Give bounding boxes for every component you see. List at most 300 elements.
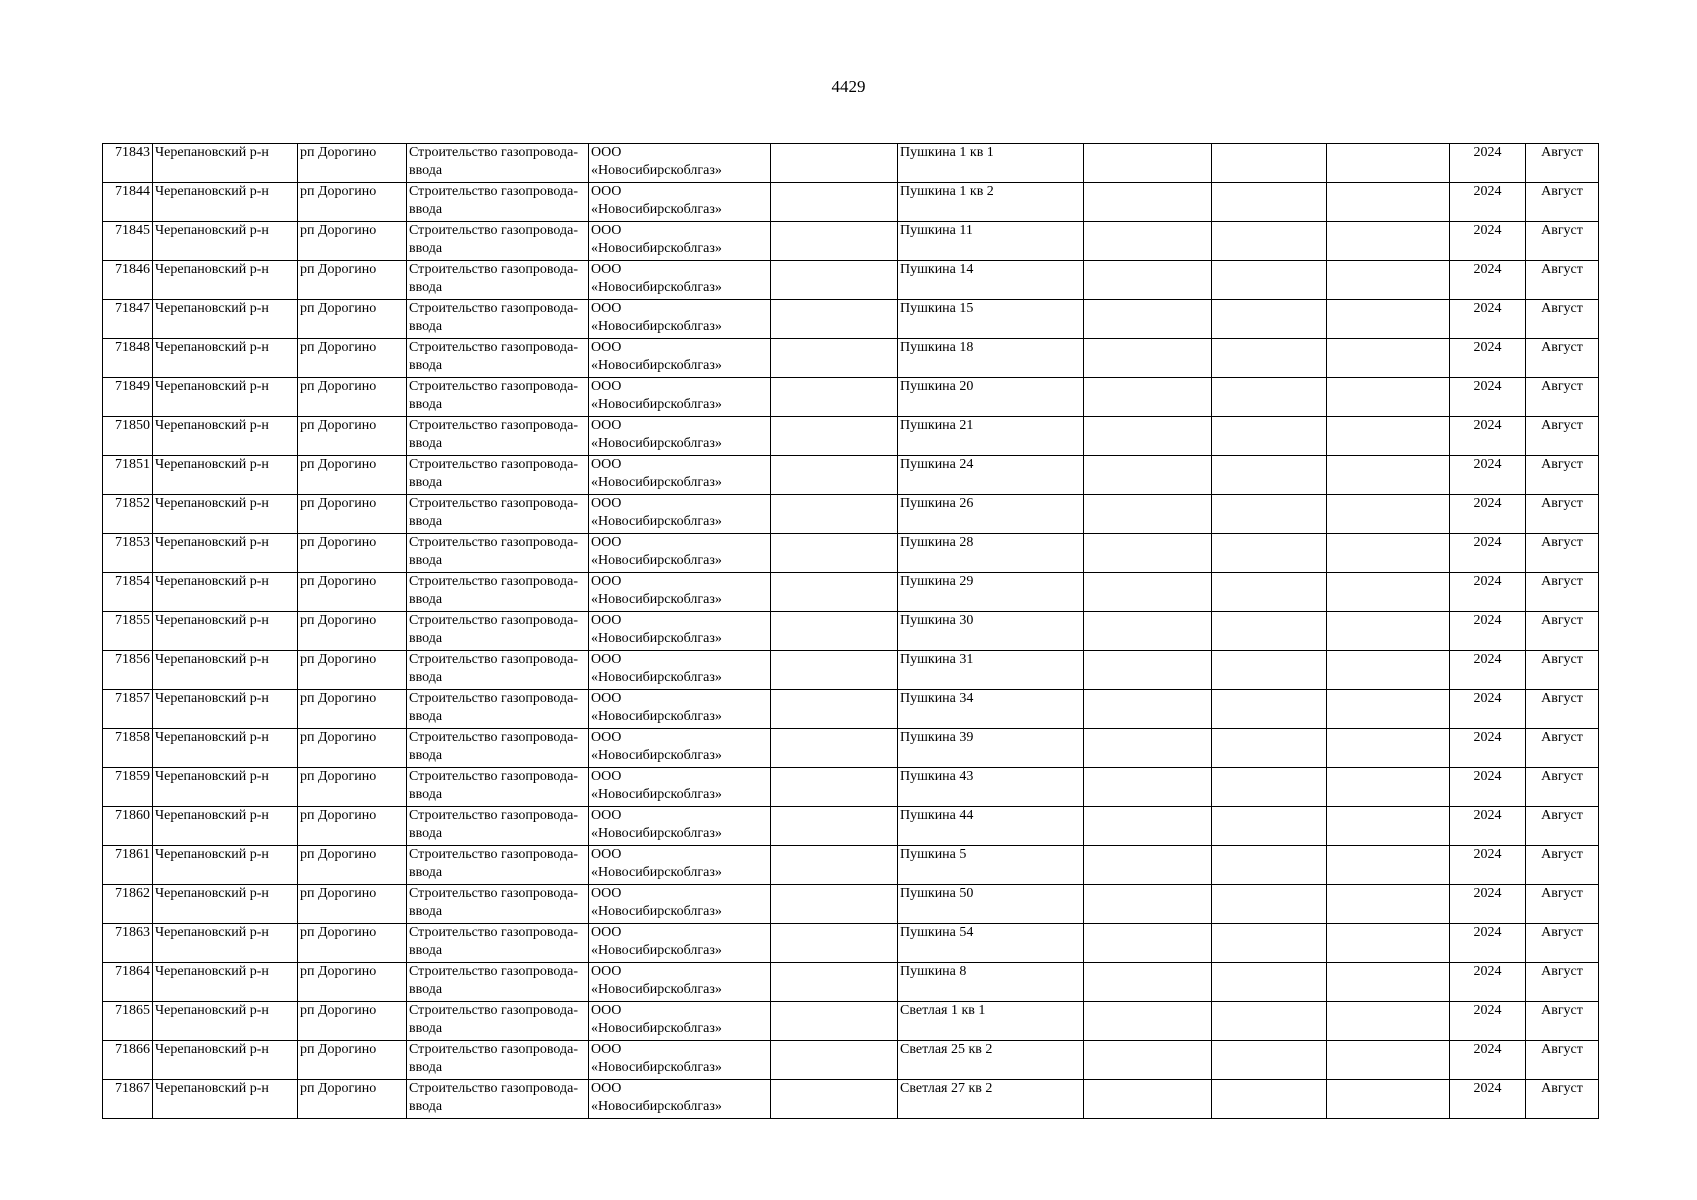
work-type-line-2: ввода	[409, 474, 443, 490]
organization-line-2: «Новосибирскоблгаз»	[591, 825, 722, 841]
organization-line-1: ООО	[591, 886, 622, 901]
empty-cell	[1084, 300, 1212, 339]
table-row	[103, 378, 1599, 417]
work-type-line-1: Строительство газопровода-	[409, 847, 578, 862]
month-cell: Август	[1526, 261, 1599, 300]
empty-cell	[1084, 612, 1212, 651]
work-type-line-2: ввода	[409, 279, 443, 295]
organization-cell	[589, 222, 771, 261]
empty-cell	[771, 729, 898, 768]
empty-cell	[1212, 729, 1327, 768]
row-number: 71859	[103, 768, 153, 807]
empty-cell	[1327, 612, 1450, 651]
work-type-line-2: ввода	[409, 1020, 443, 1036]
empty-cell	[1084, 1002, 1212, 1041]
empty-cell	[1084, 339, 1212, 378]
table-row	[103, 885, 1599, 924]
district-cell: Черепановский р-н	[153, 1002, 298, 1041]
empty-cell	[1212, 573, 1327, 612]
organization-line-1: ООО	[591, 145, 622, 160]
work-type-cell	[407, 456, 589, 495]
empty-cell	[1212, 885, 1327, 924]
organization-line-2: «Новосибирскоблгаз»	[591, 474, 722, 490]
year-cell: 2024	[1450, 300, 1526, 339]
empty-cell	[1327, 846, 1450, 885]
work-type-line-2: ввода	[409, 435, 443, 451]
empty-cell	[1327, 1002, 1450, 1041]
empty-cell	[771, 339, 898, 378]
month-cell: Август	[1526, 846, 1599, 885]
work-type-line-1: Строительство газопровода-	[409, 886, 578, 901]
district-cell: Черепановский р-н	[153, 144, 298, 183]
locality-cell: рп Дорогино	[298, 729, 407, 768]
organization-cell	[589, 885, 771, 924]
empty-cell	[1212, 1041, 1327, 1080]
organization-line-1: ООО	[591, 496, 622, 511]
empty-cell	[1327, 456, 1450, 495]
district-cell: Черепановский р-н	[153, 690, 298, 729]
year-cell: 2024	[1450, 924, 1526, 963]
month-cell: Август	[1526, 885, 1599, 924]
works-table	[102, 143, 1599, 1119]
locality-cell: рп Дорогино	[298, 300, 407, 339]
empty-cell	[1084, 651, 1212, 690]
organization-line-1: ООО	[591, 1003, 622, 1018]
district-cell: Черепановский р-н	[153, 1041, 298, 1080]
month-cell: Август	[1526, 729, 1599, 768]
row-number: 71849	[103, 378, 153, 417]
empty-cell	[1327, 222, 1450, 261]
row-number: 71854	[103, 573, 153, 612]
organization-line-2: «Новосибирскоблгаз»	[591, 630, 722, 646]
work-type-line-1: Строительство газопровода-	[409, 496, 578, 511]
address-cell: Светлая 1 кв 1	[898, 1002, 1084, 1041]
month-cell: Август	[1526, 417, 1599, 456]
empty-cell	[1212, 339, 1327, 378]
organization-line-1: ООО	[591, 691, 622, 706]
row-number: 71844	[103, 183, 153, 222]
work-type-cell	[407, 495, 589, 534]
empty-cell	[771, 534, 898, 573]
empty-cell	[1084, 963, 1212, 1002]
empty-cell	[1212, 300, 1327, 339]
organization-cell	[589, 339, 771, 378]
work-type-line-1: Строительство газопровода-	[409, 691, 578, 706]
month-cell: Август	[1526, 1041, 1599, 1080]
empty-cell	[1084, 144, 1212, 183]
locality-cell: рп Дорогино	[298, 846, 407, 885]
year-cell: 2024	[1450, 495, 1526, 534]
table-body	[103, 144, 1599, 1119]
work-type-line-2: ввода	[409, 786, 443, 802]
organization-line-1: ООО	[591, 964, 622, 979]
organization-cell	[589, 300, 771, 339]
work-type-line-1: Строительство газопровода-	[409, 808, 578, 823]
work-type-cell	[407, 690, 589, 729]
organization-line-2: «Новосибирскоблгаз»	[591, 1020, 722, 1036]
empty-cell	[1212, 456, 1327, 495]
address-cell: Пушкина 20	[898, 378, 1084, 417]
month-cell: Август	[1526, 222, 1599, 261]
empty-cell	[1327, 963, 1450, 1002]
work-type-line-1: Строительство газопровода-	[409, 1003, 578, 1018]
month-cell: Август	[1526, 495, 1599, 534]
work-type-cell	[407, 768, 589, 807]
organization-line-2: «Новосибирскоблгаз»	[591, 864, 722, 880]
address-cell: Пушкина 39	[898, 729, 1084, 768]
empty-cell	[1084, 456, 1212, 495]
empty-cell	[1212, 807, 1327, 846]
organization-line-1: ООО	[591, 301, 622, 316]
year-cell: 2024	[1450, 690, 1526, 729]
organization-cell	[589, 573, 771, 612]
work-type-line-1: Строительство газопровода-	[409, 730, 578, 745]
table-row	[103, 183, 1599, 222]
row-number: 71852	[103, 495, 153, 534]
row-number: 71866	[103, 1041, 153, 1080]
district-cell: Черепановский р-н	[153, 846, 298, 885]
work-type-line-2: ввода	[409, 240, 443, 256]
organization-line-1: ООО	[591, 418, 622, 433]
table-row	[103, 963, 1599, 1002]
empty-cell	[771, 1002, 898, 1041]
organization-line-1: ООО	[591, 769, 622, 784]
work-type-line-2: ввода	[409, 942, 443, 958]
row-number: 71846	[103, 261, 153, 300]
locality-cell: рп Дорогино	[298, 222, 407, 261]
address-cell: Пушкина 5	[898, 846, 1084, 885]
district-cell: Черепановский р-н	[153, 300, 298, 339]
locality-cell: рп Дорогино	[298, 495, 407, 534]
work-type-line-2: ввода	[409, 591, 443, 607]
work-type-cell	[407, 963, 589, 1002]
organization-line-2: «Новосибирскоблгаз»	[591, 903, 722, 919]
organization-line-1: ООО	[591, 847, 622, 862]
locality-cell: рп Дорогино	[298, 456, 407, 495]
table-row	[103, 612, 1599, 651]
work-type-line-2: ввода	[409, 162, 443, 178]
table-row	[103, 768, 1599, 807]
row-number: 71858	[103, 729, 153, 768]
row-number: 71865	[103, 1002, 153, 1041]
organization-cell	[589, 495, 771, 534]
empty-cell	[771, 963, 898, 1002]
work-type-line-1: Строительство газопровода-	[409, 301, 578, 316]
year-cell: 2024	[1450, 534, 1526, 573]
organization-line-2: «Новосибирскоблгаз»	[591, 279, 722, 295]
empty-cell	[1327, 768, 1450, 807]
year-cell: 2024	[1450, 846, 1526, 885]
table-row	[103, 300, 1599, 339]
organization-line-1: ООО	[591, 925, 622, 940]
empty-cell	[1327, 651, 1450, 690]
row-number: 71862	[103, 885, 153, 924]
organization-line-2: «Новосибирскоблгаз»	[591, 747, 722, 763]
empty-cell	[1084, 885, 1212, 924]
month-cell: Август	[1526, 768, 1599, 807]
district-cell: Черепановский р-н	[153, 183, 298, 222]
work-type-line-2: ввода	[409, 708, 443, 724]
year-cell: 2024	[1450, 963, 1526, 1002]
table-row	[103, 495, 1599, 534]
locality-cell: рп Дорогино	[298, 534, 407, 573]
address-cell: Пушкина 29	[898, 573, 1084, 612]
district-cell: Черепановский р-н	[153, 807, 298, 846]
year-cell: 2024	[1450, 1041, 1526, 1080]
locality-cell: рп Дорогино	[298, 963, 407, 1002]
organization-line-1: ООО	[591, 574, 622, 589]
locality-cell: рп Дорогино	[298, 1080, 407, 1119]
work-type-cell	[407, 612, 589, 651]
empty-cell	[771, 378, 898, 417]
empty-cell	[1212, 846, 1327, 885]
empty-cell	[1327, 183, 1450, 222]
row-number: 71861	[103, 846, 153, 885]
row-number: 71847	[103, 300, 153, 339]
address-cell: Пушкина 26	[898, 495, 1084, 534]
year-cell: 2024	[1450, 573, 1526, 612]
empty-cell	[771, 924, 898, 963]
locality-cell: рп Дорогино	[298, 885, 407, 924]
work-type-cell	[407, 573, 589, 612]
empty-cell	[1084, 1080, 1212, 1119]
empty-cell	[1084, 768, 1212, 807]
empty-cell	[1084, 573, 1212, 612]
empty-cell	[771, 690, 898, 729]
empty-cell	[1212, 924, 1327, 963]
empty-cell	[1084, 417, 1212, 456]
organization-line-2: «Новосибирскоблгаз»	[591, 240, 722, 256]
empty-cell	[771, 768, 898, 807]
empty-cell	[1084, 495, 1212, 534]
table-row	[103, 573, 1599, 612]
work-type-cell	[407, 183, 589, 222]
year-cell: 2024	[1450, 417, 1526, 456]
empty-cell	[1327, 729, 1450, 768]
locality-cell: рп Дорогино	[298, 573, 407, 612]
address-cell: Пушкина 1 кв 1	[898, 144, 1084, 183]
work-type-line-1: Строительство газопровода-	[409, 925, 578, 940]
empty-cell	[1084, 846, 1212, 885]
organization-cell	[589, 729, 771, 768]
year-cell: 2024	[1450, 1002, 1526, 1041]
locality-cell: рп Дорогино	[298, 261, 407, 300]
organization-cell	[589, 534, 771, 573]
locality-cell: рп Дорогино	[298, 1002, 407, 1041]
empty-cell	[1212, 690, 1327, 729]
address-cell: Пушкина 11	[898, 222, 1084, 261]
month-cell: Август	[1526, 690, 1599, 729]
empty-cell	[1084, 183, 1212, 222]
address-cell: Пушкина 34	[898, 690, 1084, 729]
work-type-cell	[407, 1002, 589, 1041]
locality-cell: рп Дорогино	[298, 1041, 407, 1080]
organization-cell	[589, 144, 771, 183]
work-type-line-2: ввода	[409, 396, 443, 412]
month-cell: Август	[1526, 924, 1599, 963]
page-number: 4429	[831, 77, 866, 96]
organization-line-2: «Новосибирскоблгаз»	[591, 318, 722, 334]
empty-cell	[1084, 690, 1212, 729]
empty-cell	[1084, 729, 1212, 768]
work-type-line-2: ввода	[409, 747, 443, 763]
year-cell: 2024	[1450, 807, 1526, 846]
organization-line-2: «Новосибирскоблгаз»	[591, 708, 722, 724]
table-row	[103, 1041, 1599, 1080]
address-cell: Пушкина 14	[898, 261, 1084, 300]
district-cell: Черепановский р-н	[153, 534, 298, 573]
organization-line-2: «Новосибирскоблгаз»	[591, 942, 722, 958]
empty-cell	[1084, 924, 1212, 963]
work-type-line-2: ввода	[409, 825, 443, 841]
empty-cell	[771, 222, 898, 261]
organization-line-1: ООО	[591, 379, 622, 394]
address-cell: Пушкина 30	[898, 612, 1084, 651]
organization-line-2: «Новосибирскоблгаз»	[591, 591, 722, 607]
year-cell: 2024	[1450, 261, 1526, 300]
row-number: 71863	[103, 924, 153, 963]
organization-cell	[589, 846, 771, 885]
empty-cell	[1212, 1002, 1327, 1041]
empty-cell	[1327, 417, 1450, 456]
address-cell: Пушкина 31	[898, 651, 1084, 690]
organization-line-1: ООО	[591, 652, 622, 667]
year-cell: 2024	[1450, 222, 1526, 261]
organization-cell	[589, 924, 771, 963]
organization-line-2: «Новосибирскоблгаз»	[591, 981, 722, 997]
district-cell: Черепановский р-н	[153, 378, 298, 417]
address-cell: Пушкина 54	[898, 924, 1084, 963]
address-cell: Пушкина 24	[898, 456, 1084, 495]
work-type-cell	[407, 300, 589, 339]
month-cell: Август	[1526, 456, 1599, 495]
empty-cell	[1212, 222, 1327, 261]
year-cell: 2024	[1450, 144, 1526, 183]
organization-line-2: «Новосибирскоблгаз»	[591, 1059, 722, 1075]
district-cell: Черепановский р-н	[153, 495, 298, 534]
locality-cell: рп Дорогино	[298, 690, 407, 729]
table-row	[103, 417, 1599, 456]
work-type-cell	[407, 885, 589, 924]
table-row	[103, 729, 1599, 768]
address-cell: Пушкина 28	[898, 534, 1084, 573]
row-number: 71856	[103, 651, 153, 690]
address-cell: Пушкина 50	[898, 885, 1084, 924]
empty-cell	[1327, 690, 1450, 729]
work-type-line-1: Строительство газопровода-	[409, 340, 578, 355]
district-cell: Черепановский р-н	[153, 651, 298, 690]
organization-line-2: «Новосибирскоблгаз»	[591, 162, 722, 178]
work-type-line-2: ввода	[409, 981, 443, 997]
row-number: 71857	[103, 690, 153, 729]
empty-cell	[1084, 1041, 1212, 1080]
row-number: 71860	[103, 807, 153, 846]
address-cell: Пушкина 1 кв 2	[898, 183, 1084, 222]
empty-cell	[771, 573, 898, 612]
work-type-cell	[407, 651, 589, 690]
address-cell: Пушкина 8	[898, 963, 1084, 1002]
month-cell: Август	[1526, 651, 1599, 690]
organization-line-1: ООО	[591, 1042, 622, 1057]
organization-cell	[589, 690, 771, 729]
work-type-cell	[407, 378, 589, 417]
work-type-line-1: Строительство газопровода-	[409, 769, 578, 784]
empty-cell	[771, 846, 898, 885]
work-type-line-2: ввода	[409, 864, 443, 880]
work-type-cell	[407, 807, 589, 846]
year-cell: 2024	[1450, 729, 1526, 768]
work-type-cell	[407, 846, 589, 885]
work-type-line-2: ввода	[409, 1098, 443, 1114]
empty-cell	[1212, 534, 1327, 573]
district-cell: Черепановский р-н	[153, 612, 298, 651]
empty-cell	[771, 612, 898, 651]
district-cell: Черепановский р-н	[153, 417, 298, 456]
address-cell: Пушкина 15	[898, 300, 1084, 339]
organization-line-1: ООО	[591, 1081, 622, 1096]
organization-line-1: ООО	[591, 535, 622, 550]
work-type-line-1: Строительство газопровода-	[409, 574, 578, 589]
empty-cell	[1327, 1080, 1450, 1119]
table-row	[103, 807, 1599, 846]
month-cell: Август	[1526, 612, 1599, 651]
organization-cell	[589, 1002, 771, 1041]
row-number: 71843	[103, 144, 153, 183]
empty-cell	[1327, 495, 1450, 534]
table-row	[103, 261, 1599, 300]
organization-cell	[589, 456, 771, 495]
empty-cell	[1212, 963, 1327, 1002]
address-cell: Пушкина 44	[898, 807, 1084, 846]
table-row	[103, 651, 1599, 690]
table-row	[103, 534, 1599, 573]
table-row	[103, 924, 1599, 963]
address-cell: Пушкина 21	[898, 417, 1084, 456]
year-cell: 2024	[1450, 339, 1526, 378]
empty-cell	[771, 300, 898, 339]
work-type-line-1: Строительство газопровода-	[409, 1042, 578, 1057]
row-number: 71855	[103, 612, 153, 651]
table-row	[103, 144, 1599, 183]
work-type-cell	[407, 924, 589, 963]
locality-cell: рп Дорогино	[298, 651, 407, 690]
address-cell: Светлая 25 кв 2	[898, 1041, 1084, 1080]
organization-line-1: ООО	[591, 262, 622, 277]
empty-cell	[1327, 378, 1450, 417]
empty-cell	[771, 495, 898, 534]
work-type-line-2: ввода	[409, 318, 443, 334]
year-cell: 2024	[1450, 768, 1526, 807]
work-type-line-1: Строительство газопровода-	[409, 613, 578, 628]
empty-cell	[1084, 534, 1212, 573]
work-type-line-1: Строительство газопровода-	[409, 652, 578, 667]
year-cell: 2024	[1450, 612, 1526, 651]
locality-cell: рп Дорогино	[298, 612, 407, 651]
locality-cell: рп Дорогино	[298, 339, 407, 378]
organization-line-2: «Новосибирскоблгаз»	[591, 435, 722, 451]
work-type-cell	[407, 144, 589, 183]
work-type-line-1: Строительство газопровода-	[409, 379, 578, 394]
empty-cell	[1327, 1041, 1450, 1080]
table-row	[103, 339, 1599, 378]
district-cell: Черепановский р-н	[153, 924, 298, 963]
empty-cell	[771, 183, 898, 222]
work-type-cell	[407, 417, 589, 456]
empty-cell	[1327, 144, 1450, 183]
address-cell: Пушкина 43	[898, 768, 1084, 807]
organization-line-1: ООО	[591, 808, 622, 823]
organization-line-2: «Новосибирскоблгаз»	[591, 357, 722, 373]
